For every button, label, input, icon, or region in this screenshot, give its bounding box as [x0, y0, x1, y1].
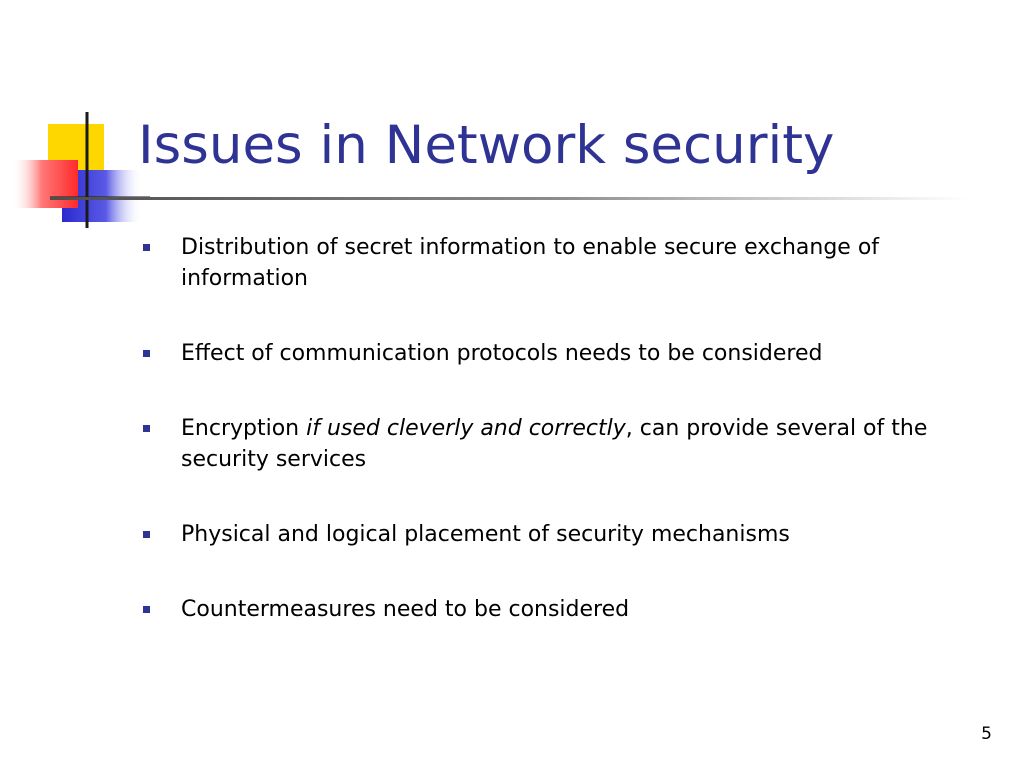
red-gradient-square [12, 160, 78, 208]
bullet-text: Countermeasures need to be considered [181, 597, 630, 622]
bullet-text-emphasis: if used cleverly and correctly [306, 416, 626, 441]
bullet-text: Effect of communication protocols needs to be considered [181, 341, 823, 366]
square-bullet-icon [143, 350, 150, 357]
bullet-text: Physical and logical placement of security mechanisms [181, 522, 790, 547]
bullet-item [143, 519, 1003, 550]
bullet-list [143, 232, 1003, 669]
title-underline [50, 197, 970, 200]
bullet-text-prefix: Encryption [181, 416, 307, 441]
bullet-text: Distribution of secret information to enable secure exchange of information [181, 235, 880, 291]
square-bullet-icon [143, 244, 150, 251]
bullet-item [143, 232, 1003, 294]
page-number: 5 [981, 724, 992, 744]
corner-decoration [0, 0, 150, 240]
bullet-item [143, 594, 1003, 625]
square-bullet-icon [143, 425, 150, 432]
bullet-text-suffix: , can provide several of the security services [181, 416, 928, 472]
bullet-item [143, 413, 1003, 475]
slide-title: Issues in Network security [138, 115, 835, 176]
square-bullet-icon [143, 531, 150, 538]
bullet-item [143, 338, 1003, 369]
square-bullet-icon [143, 606, 150, 613]
bullet-text [181, 416, 927, 472]
